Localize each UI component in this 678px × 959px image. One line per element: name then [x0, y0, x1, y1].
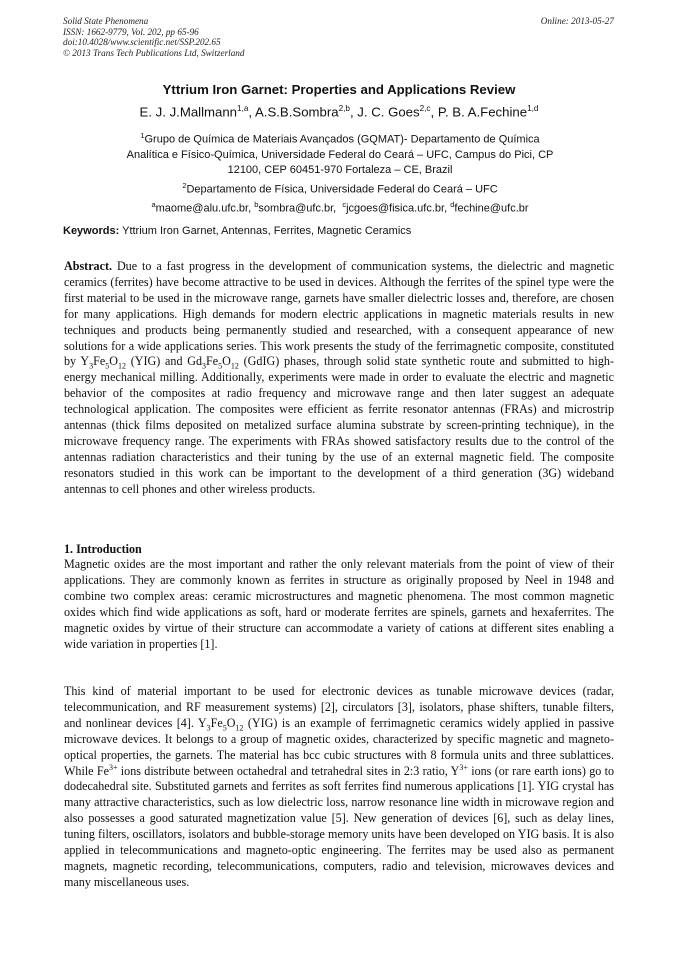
- journal-name: Solid State Phenomena: [63, 16, 149, 26]
- abstract-label: Abstract.: [64, 259, 113, 273]
- email-link[interactable]: jcgoes@fisica.ufc.br: [346, 202, 445, 215]
- affiliation-1-line: Analítica e Físico-Química, Universidade Federal do Ceará – UFC, Campus do Pici, CP: [126, 148, 554, 161]
- affiliations: [60, 128, 620, 217]
- affiliation-1-line: $^1$Grupo de Química de Materiais Avançados (GQMAT)- Departamento de Química: [140, 131, 540, 146]
- author-name: E. J. J.Mallmann: [139, 104, 238, 120]
- abstract: Abstract. Due to a fast progress in the development of communication systems, the dielectric and magnetic ceramics (ferrites) have become attractive to be used in devices. Although the ferrites of the spinel type were the first material to be used in the microwave range, garnets have smaller dielectric losses and, therefore, are chosen for many applications. High demands for modern electric applications in magnetic materials results in new techniques and products being permanently studied and researched, with a consequent appearance of new solutions for a wide applications series. This work presents the study of the ferrimagnetic composite, constituted by $Y_3Fe_5O_{12}$ (YIG) and $Gd_3Fe_5O_{12}$ (GdIG) phases, through solid state synthetic route and submitted to high-energy mechanical milling. Additionally, experiments were made in order to evaluate the electric and magnetic behavior of the composites at radio frequency and microwave range and then later suggest an adequate technological application. The composites were efficient as ferrite resonator antennas (FRAs) and microstrip antennas (thick films deposited on metalized surface alumina substrate by screen-printing technique), in the microwave frequency range. The experiments with FRAs showed satisfactory results due to the control of the antennas radiation characteristics and their tuning by the use of an external magnetic field. The composite resonators studied in this work can be important to the development of a third generation (3G) wideband antennas to cell phones and other wireless products.: [64, 259, 614, 496]
- section-heading: 1. Introduction: [64, 542, 142, 556]
- online-date: Online: 2013-05-27: [540, 16, 614, 26]
- email-link[interactable]: sombra@ufc.br: [258, 202, 334, 215]
- paper-title: Yttrium Iron Garnet: Properties and Applications Review: [162, 82, 516, 97]
- journal-copyright: © 2013 Trans Tech Publications Ltd, Switzerland: [63, 47, 245, 58]
- journal-doi: doi:10.4028/www.scientific.net/SSP.202.65: [63, 37, 221, 48]
- paragraph: This kind of material important to be used for electronic devices as tunable microwave devices (radar, telecommunication, and RF measurement systems) [2], circulators [3], isolators, phase shifters, tunable filters, and nonlinear devices [4]. $Y_3Fe_5O_{12}$ (YIG) is an example of ferrimagnetic ceramics widely applied in passive microwave devices. It belongs to a group of magnetic oxides, characterized by specific magnetic and magneto-optical properties, the garnets. The material has bcc cubic structures with 8 formula units and three sublattices. While $Fe^{3+}$ ions distribute between octahedral and tetrahedral sites in 2:3 ratio, $Y^{3+}$ ions (or rare earth ions) go to dodecahedral site. Substituted garnets and ferrites as soft ferrites find numerous applications [1]. YIG crystal has many attractive characteristics, such as low dielectric loss, narrow resonance line width in microwave region and also possesses a good saturated magnetization value [5]. New generation of devices [6], such as delay lines, tuning filters, oscillators, isolators and bubble-storage memory units have been developed on YIG basis. It is also applied in telecommunications and magneto-optic engineering. The ferrites may be used also as permanent magnets, magnetic recording, telecommunications, computers, radio and television, microwaves devices and many miscellaneous uses.: [64, 684, 615, 889]
- journal-header: [63, 16, 244, 58]
- affiliation-2-line: $^2$Departamento de Física, Universidade Federal do Ceará – UFC: [182, 180, 498, 196]
- author-list: E. J. J.Mallmann$^{1,a}$, A.S.B.Sombra$^{2,b}$, J. C. Goes$^{2,c}$, P. B. A.Fechine$^{1,d}$: [139, 104, 539, 120]
- journal-issn: ISSN: 1662-9779, Vol. 202, pp 65-96: [63, 26, 199, 37]
- email-link[interactable]: maome@alu.ufc.br: [155, 202, 249, 215]
- author-name: P. B. A.Fechine: [437, 104, 528, 120]
- author-name: J. C. Goes: [357, 104, 420, 120]
- author-affiliation-mark: 2,c: [419, 104, 431, 113]
- keywords-label: Keywords:: [63, 225, 120, 237]
- author-affiliation-mark: 2,b: [338, 104, 350, 113]
- author-affiliation-mark: 1,d: [527, 104, 539, 113]
- affiliation-1-line: 12100, CEP 60451-970 Fortaleza – CE, Brazil: [227, 163, 453, 176]
- author-affiliation-mark: 1,a: [237, 104, 249, 113]
- paragraph: Magnetic oxides are the most important and rather the only relevant materials from the point of view of their applications. They are commonly known as ferrites in structure as originally proposed by Neel in 1948 and combine two complex areas: ceramic microstructures and magnetic phenomena. The most common magnetic oxides which find wide applications as soft, hard or moderate ferrites are spinels, garnets and hexaferrites. The magnetic oxides by virtue of their structure can accommodate a variety of cations at different sites enabling a wide variation in properties [1].: [64, 557, 614, 651]
- keywords-line: [63, 224, 411, 238]
- author-emails: $^a$maome@alu.ufc.br, $^b$sombra@ufc.br, $^c$jcgoes@fisica.ufc.br, $^d$fechine@ufc.br: [151, 200, 529, 215]
- keywords-list: Yttrium Iron Garnet, Antennas, Ferrites, Magnetic Ceramics: [122, 225, 412, 237]
- author-name: A.S.B.Sombra: [255, 104, 339, 120]
- email-link[interactable]: fechine@ufc.br: [454, 202, 529, 215]
